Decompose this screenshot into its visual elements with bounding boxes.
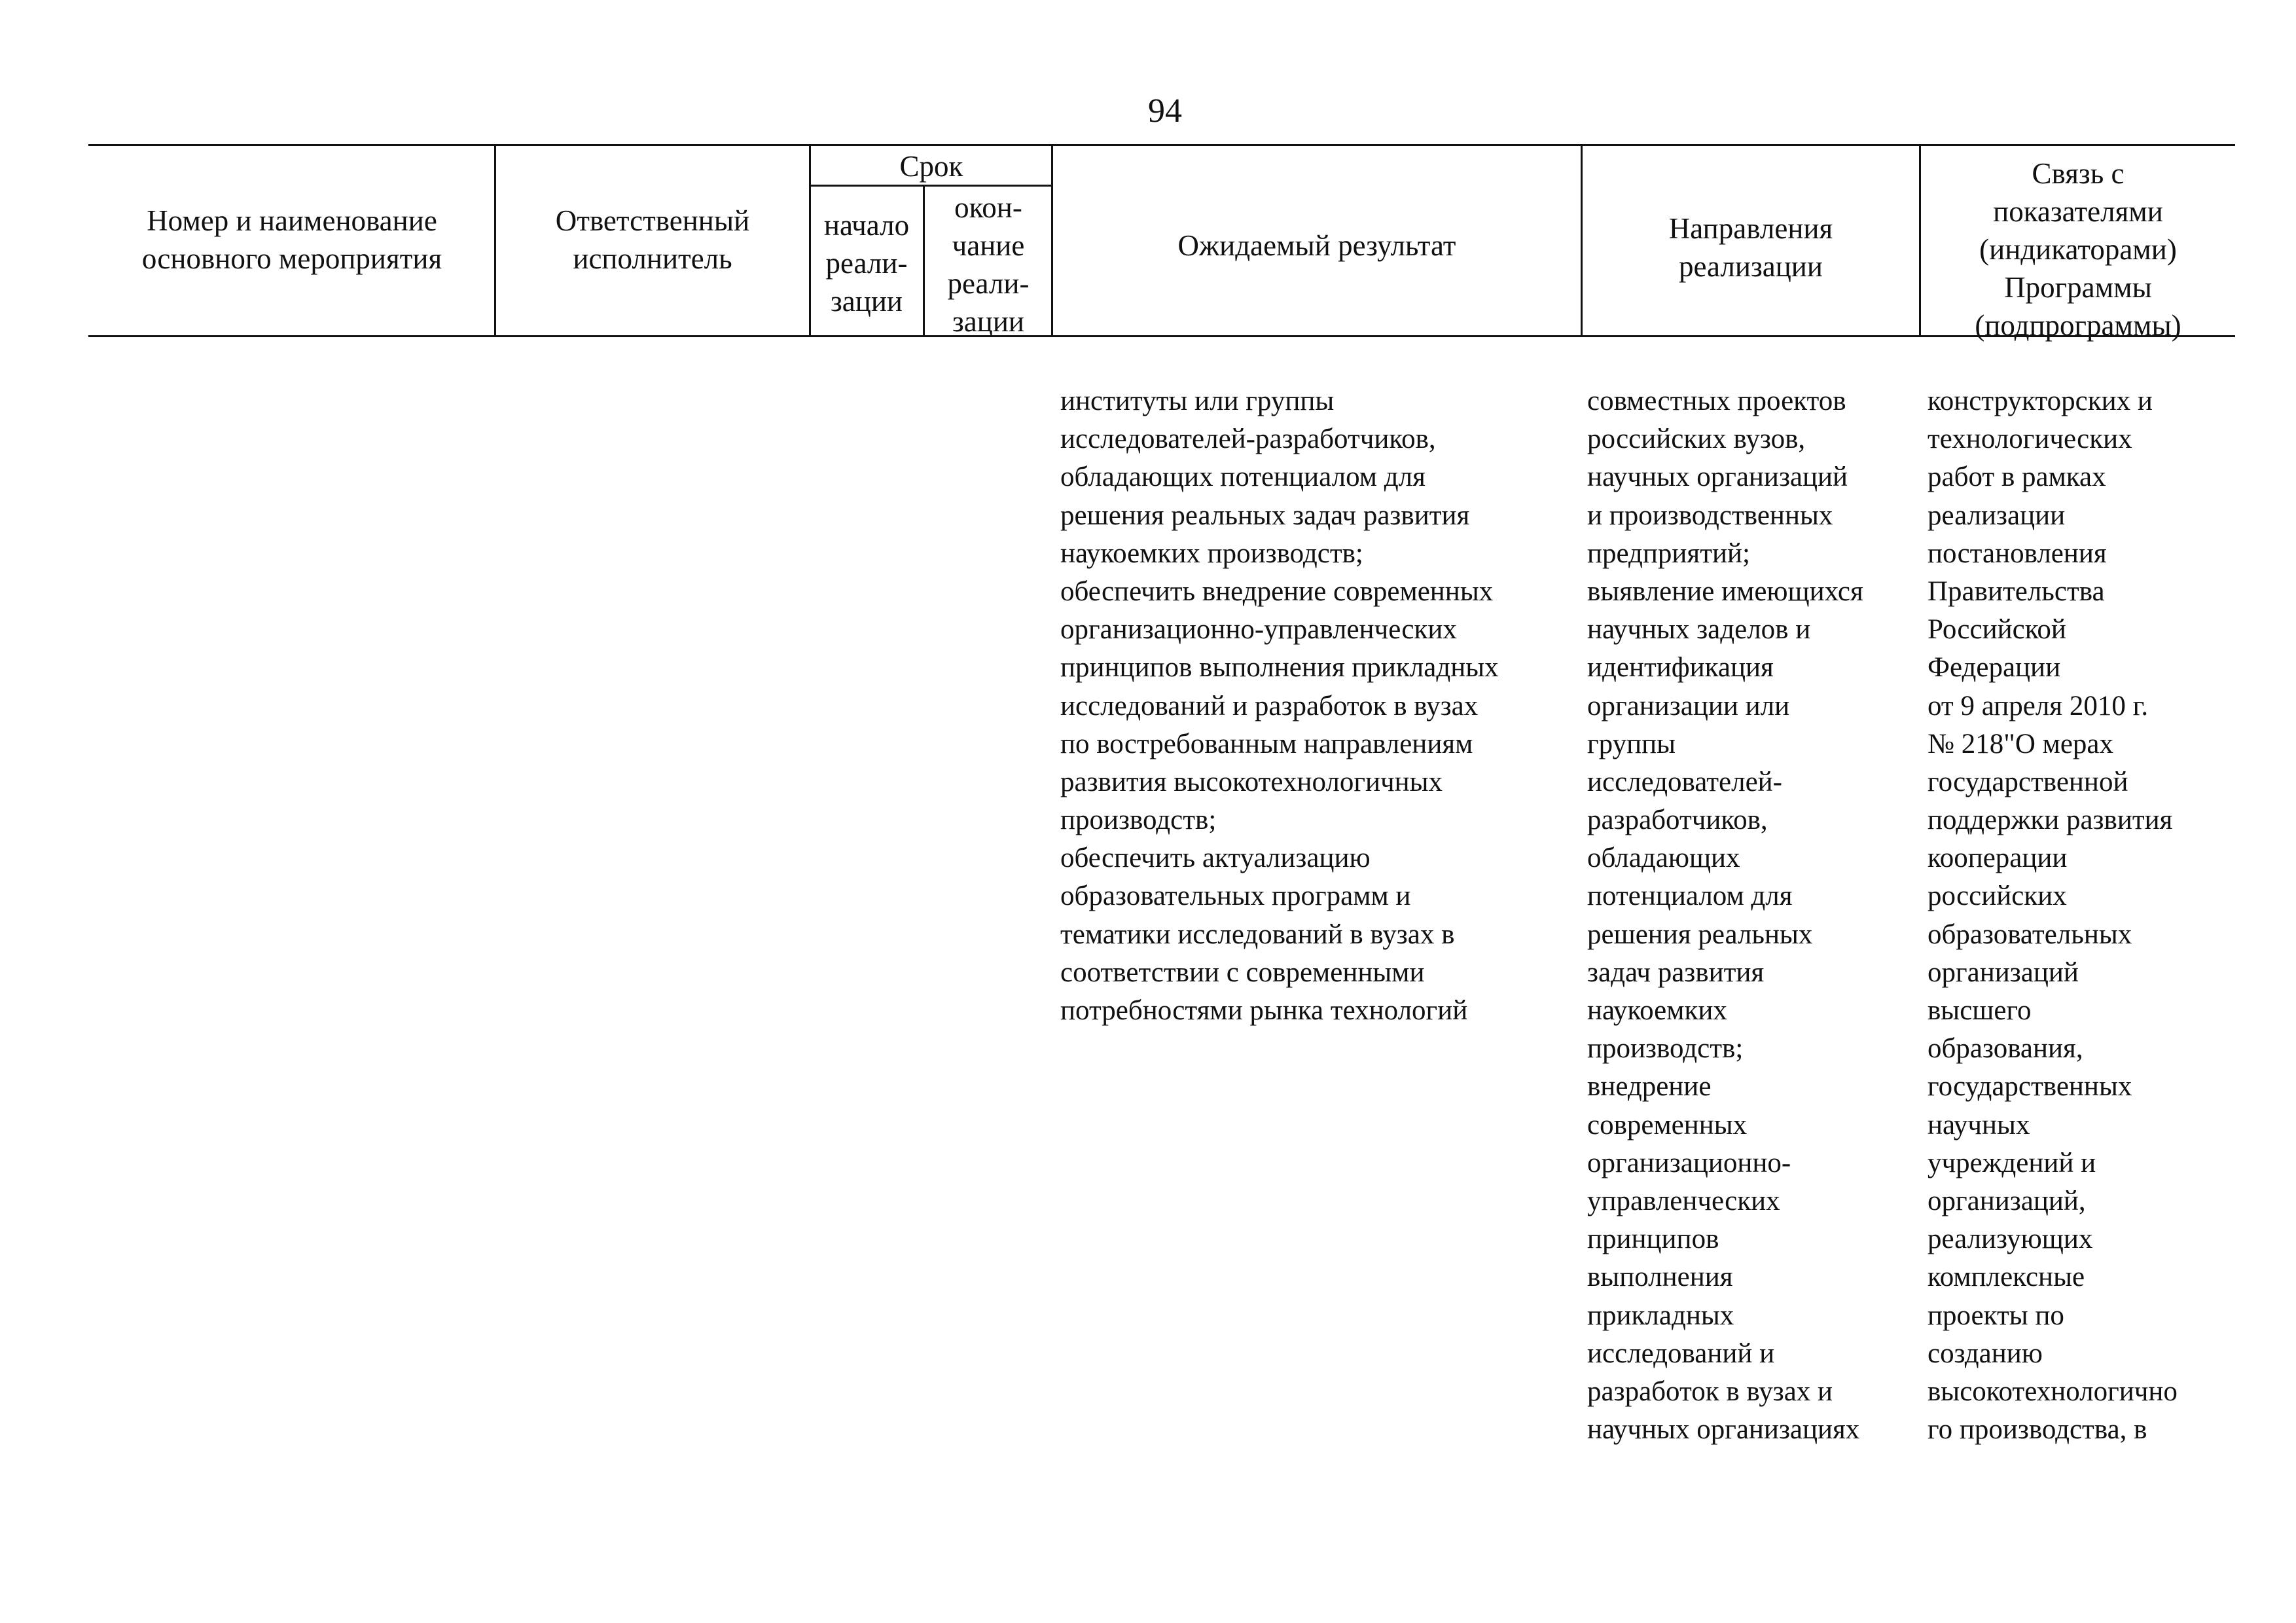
result-line: тематики исследований в вузах в [1060,919,1455,950]
result-line: наукоемких производств; [1060,538,1363,569]
header-end-line: чание [952,229,1025,262]
directions-line: исследований и [1587,1338,1775,1369]
indicators-line: организаций [1928,957,2079,988]
header-activity-line: Номер и наименование [147,204,437,237]
result-line: обеспечить актуализацию [1060,843,1371,874]
directions-line: организации или [1587,690,1790,721]
indicators-line: проекты по [1928,1300,2064,1331]
header-term: Срок [899,150,963,183]
directions-line: обладающих [1587,843,1740,874]
indicators-line: реализующих [1928,1224,2093,1255]
result-line: исследований и разработок в вузах [1060,690,1479,721]
header-executor [497,202,808,278]
result-line: институты или группы [1060,386,1335,416]
directions-line: задач развития [1587,957,1765,988]
col-divider-5 [1581,145,1583,337]
indicators-line: поддержки развития [1928,805,2173,836]
indicators-line: Российской [1928,614,2066,646]
result-line: обладающих потенциалом для [1060,462,1426,493]
col-divider-1 [494,145,496,337]
result-line: по востребованным направлениям [1060,728,1473,759]
directions-line: потенциалом для [1587,881,1793,912]
indicators-line: постановления [1928,538,2107,569]
directions-line: внедрение [1587,1071,1712,1103]
directions-line: идентификация [1587,652,1774,684]
result-line: исследователей-разработчиков, [1060,424,1436,455]
header-indicators-line: (подпрограммы) [1975,309,2181,342]
indicators-line: высшего [1928,995,2032,1026]
page-number: 94 [1148,92,1182,130]
directions-line: совместных проектов [1587,386,1846,416]
indicators-line: го производства, в [1928,1414,2147,1446]
directions-line: организационно- [1587,1147,1791,1178]
header-indicators-line: Связь с [2032,157,2125,190]
result-line: развития высокотехнологичных [1060,766,1443,797]
directions-line: управленческих [1587,1185,1780,1216]
header-indicators-line: показателями [1993,195,2163,228]
directions-line: научных организаций [1587,462,1848,493]
directions-line: прикладных [1587,1300,1734,1331]
header-directions-line: Направления [1668,212,1833,245]
indicators-line: научных [1928,1109,2030,1140]
directions-line: принципов [1587,1224,1719,1255]
result-line: решения реальных задач развития [1060,500,1470,531]
directions-line: наукоемких [1587,995,1727,1026]
header-end [925,189,1051,340]
result-line: обеспечить внедрение современных [1060,575,1494,607]
table-top-rule [88,144,2235,146]
table-header-bottom-rule [88,335,2235,337]
indicators-line: № 218"О мерах [1928,728,2114,759]
directions-line: предприятий; [1587,538,1750,569]
col-divider-3 [923,186,925,337]
indicators-cell [1928,382,2178,1449]
indicators-line: конструкторских и [1928,386,2153,416]
indicators-line: государственных [1928,1071,2132,1103]
indicators-line: работ в рамках [1928,462,2106,493]
header-indicators-line: (индикаторами) [1979,233,2177,266]
header-start [812,206,922,320]
indicators-line: от 9 апреля 2010 г. [1928,690,2149,721]
col-divider-2 [809,145,811,337]
header-indicators-link [1922,155,2234,344]
result-line: образовательных программ и [1060,881,1411,912]
indicators-line: технологических [1928,424,2132,455]
header-directions-line: реализации [1679,250,1823,283]
header-end-line: реали- [947,267,1030,300]
indicators-line: образования, [1928,1033,2083,1065]
indicators-line: учреждений и [1928,1147,2096,1178]
result-line: принципов выполнения прикладных [1060,652,1499,684]
result-cell [1060,382,1499,1030]
header-executor-line: исполнитель [573,242,732,275]
indicators-line: государственной [1928,766,2128,797]
col-divider-6 [1919,145,1921,337]
directions-line: российских вузов, [1587,424,1806,455]
indicators-line: организаций, [1928,1185,2086,1216]
directions-line: разработок в вузах и [1587,1376,1833,1407]
directions-line: исследователей- [1587,766,1782,797]
directions-line: выполнения [1587,1262,1733,1293]
header-end-line: зации [952,305,1024,338]
col-divider-4 [1051,145,1053,337]
header-start-line: реали- [825,247,908,280]
indicators-line: кооперации [1928,843,2068,874]
header-executor-line: Ответственный [555,204,750,237]
directions-line: группы [1587,728,1676,759]
indicators-line: образовательных [1928,919,2132,950]
header-directions [1584,210,1918,285]
header-activity [92,202,492,278]
header-result: Ожидаемый результат [1177,229,1456,262]
directions-line: разработчиков, [1587,805,1768,836]
indicators-line: реализации [1928,500,2066,531]
result-line: производств; [1060,805,1217,836]
directions-line: научных организациях [1587,1414,1860,1446]
indicators-line: Федерации [1928,652,2061,684]
indicators-line: высокотехнологично [1928,1376,2178,1407]
directions-line: выявление имеющихся [1587,575,1863,607]
header-end-line: окон- [954,191,1022,224]
result-line: потребностями рынка технологий [1060,995,1468,1026]
header-start-line: начало [823,209,910,242]
result-line: соответствии с современными [1060,957,1425,988]
indicators-line: Правительства [1928,575,2105,607]
header-activity-line: основного мероприятия [141,242,442,275]
directions-line: и производственных [1587,500,1833,531]
directions-line: современных [1587,1109,1748,1140]
indicators-line: комплексные [1928,1262,2085,1293]
indicators-line: созданию [1928,1338,2043,1369]
directions-cell [1587,382,1863,1449]
directions-line: научных заделов и [1587,614,1811,646]
directions-line: решения реальных [1587,919,1813,950]
header-start-line: зации [831,285,903,318]
header-indicators-line: Программы [2004,271,2152,304]
indicators-line: российских [1928,881,2067,912]
result-line: организационно-управленческих [1060,614,1457,646]
directions-line: производств; [1587,1033,1744,1065]
